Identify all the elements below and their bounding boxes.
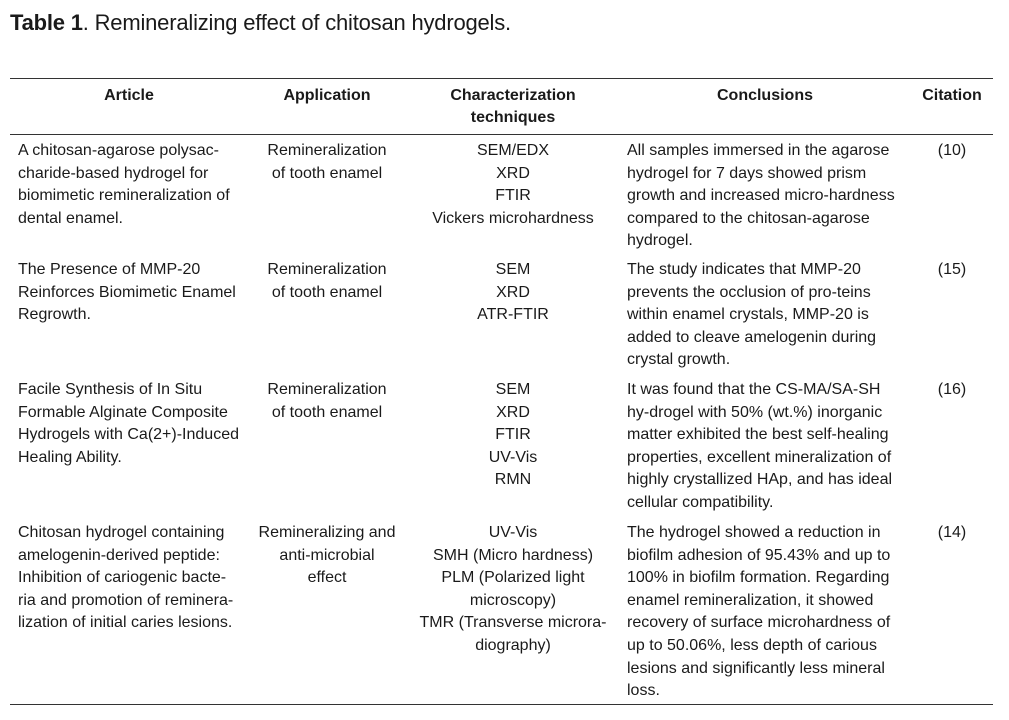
cell-article: The Presence of MMP-20 Reinforces Biomimetic Enamel Regrowth. — [18, 261, 236, 324]
table-caption-text: . Remineralizing effect of chitosan hydrogels. — [82, 10, 511, 35]
cell-conclusions: The study indicates that MMP-20 prevents the occlusion of pro-teins within enamel crystals, MMP-20 is added to cleave amelogenin during crystal growth. — [627, 261, 877, 369]
cell-citation: (14) — [937, 524, 967, 541]
table-caption — [10, 10, 511, 36]
cell-application: Remineralization of tooth enamel — [267, 142, 387, 182]
cell-techniques: SEM XRD FTIR UV-Vis RMN — [488, 381, 538, 489]
cell-techniques: SEM/EDX XRD FTIR Vickers microhardness — [432, 142, 594, 227]
header-article: Article — [104, 87, 154, 104]
cell-citation: (16) — [937, 381, 967, 398]
cell-application: Remineralization of tooth enamel — [267, 381, 387, 421]
cell-citation: (15) — [937, 261, 967, 278]
header-conclusions: Conclusions — [716, 87, 813, 104]
cell-techniques: SEM XRD ATR-FTIR — [477, 261, 549, 324]
cell-conclusions: It was found that the CS-MA/SA-SH hy-drogel with 50% (wt.%) inorganic matter exhibited the best self-healing properties, excellent mineralization of highly crystallized HAp, and has ideal cellular compatibility. — [627, 381, 893, 511]
cell-article: Facile Synthesis of In Situ Formable Alginate Composite Hydrogels with Ca(2+)-Induced Healing Ability. — [18, 381, 239, 466]
header-citation: Citation — [922, 87, 982, 104]
cell-techniques: UV-Vis SMH (Micro hardness) PLM (Polarized light microscopy) TMR (Transverse microra- diography) — [419, 524, 607, 654]
cell-article: Chitosan hydrogel containing amelogenin-derived peptide: Inhibition of cariogenic bacte- ria and promotion of reminera- lization of initial caries lesions. — [18, 524, 234, 632]
table-bottom-rule — [10, 704, 993, 705]
cell-application: Remineralizing and anti-microbial effect — [258, 524, 396, 587]
table-header-rule — [10, 134, 993, 135]
table-top-rule — [10, 78, 993, 79]
cell-conclusions: The hydrogel showed a reduction in biofilm adhesion of 95.43% and up to 100% in biofilm formation. Regarding enamel remineralization, it showed recovery of surface microhardness of up to 50.06%, less depth of carious lesions and significantly less mineral loss. — [627, 524, 891, 700]
header-techniques: Characterization techniques — [450, 87, 576, 126]
header-application: Application — [283, 87, 371, 104]
cell-conclusions: All samples immersed in the agarose hydrogel for 7 days showed prism growth and increased micro-hardness compared to the chitosan-agarose hydrogel. — [627, 142, 895, 250]
cell-article: A chitosan-agarose polysac- charide-based hydrogel for biomimetic remineralization of dental enamel. — [18, 142, 230, 227]
table-caption-label: Table 1 — [10, 10, 83, 35]
cell-citation: (10) — [937, 142, 967, 159]
cell-application: Remineralization of tooth enamel — [267, 261, 387, 301]
